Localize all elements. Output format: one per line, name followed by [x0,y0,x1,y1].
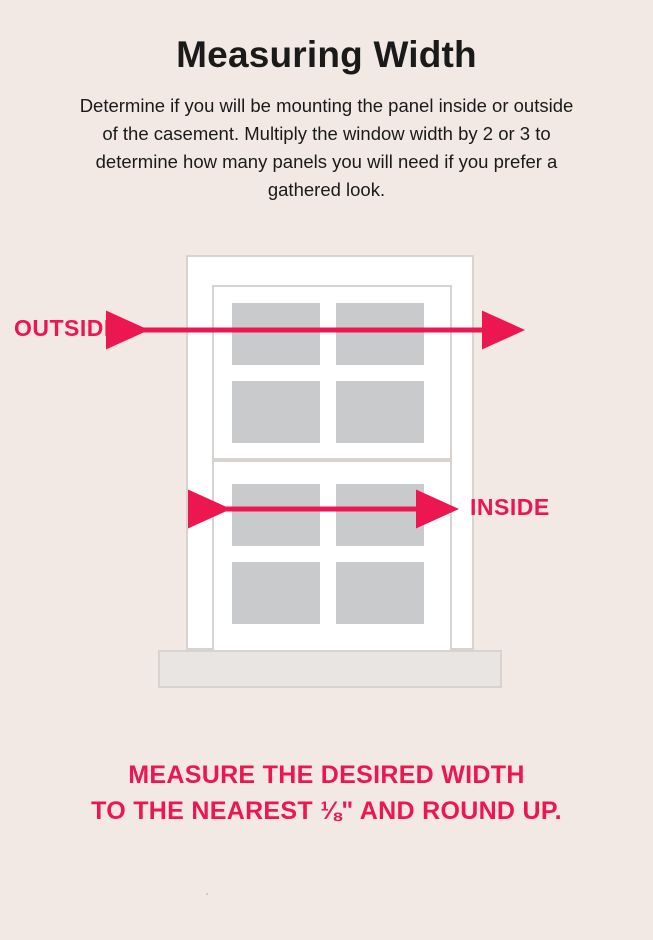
window-pane [232,303,320,365]
inside-label: INSIDE [470,494,550,520]
window-pane [232,562,320,624]
window-sill [158,650,502,688]
window-diagram [152,255,512,705]
window-pane [336,484,424,546]
window-pane [232,381,320,443]
footer-line-2: TO THE NEAREST ⅛" AND ROUND UP. [91,797,562,825]
window-sash-top [212,285,452,460]
window-sash-bottom [212,460,452,652]
intro-paragraph: Determine if you will be mounting the panel inside or outside of the casement. Multiply the window width by 2 or 3 to determine how many panels you will need if you prefer a gathered look. [79,95,574,200]
page-title: Measuring Width [176,34,477,75]
window-pane [232,484,320,546]
footer-line-1: MEASURE THE DESIRED WIDTH [128,761,525,789]
window-pane [336,303,424,365]
footer-callout [0,757,653,829]
page-mark [206,893,208,895]
window-pane [336,562,424,624]
window-frame [186,255,474,650]
window-pane [336,381,424,443]
outside-label: OUTSIDE [14,315,120,341]
